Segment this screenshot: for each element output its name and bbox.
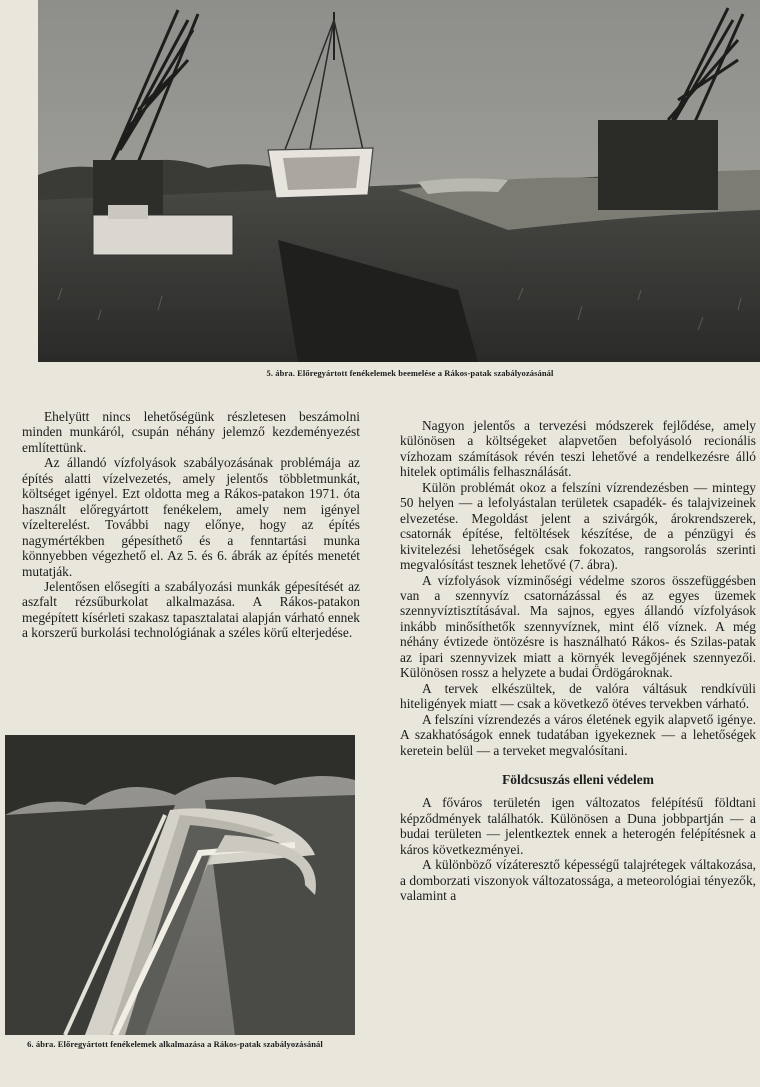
figure-5-caption: 5. ábra. Előregyártott fenékelemek beemelése a Rákos-patak szabályozásánál bbox=[266, 368, 554, 378]
paragraph: A felszíni vízrendezés a város életének egyik alapvető igénye. A szakhatóságok ennek tudatában igyekeznek — a lehetőségek keretein belül — a terveket megvalósítani. bbox=[400, 711, 756, 758]
paragraph: Nagyon jelentős a tervezési módszerek fejlődése, amely különösen a költségeket alapvetően befolyásoló recionális vízhozam számítások révén teszi lehetővé a rendelkezésre álló hitelek optimális felhasználását. bbox=[400, 418, 756, 480]
paragraph: A különböző vízáteresztő képességű talajrétegek váltakozása, a domborzati viszonyok változatossága, a meteorológiai tényezők, valamint a bbox=[400, 857, 756, 904]
paragraph: Külön problémát okoz a felszíni vízrendezésben — mintegy 50 helyen — a lefolyástalan területek csapadék- és talajvizeinek elvezetése. Megoldást jelent a szivárgók, árokrendszerek, csatornák építése, feltöltések készítése, de a pénzügyi és kivitelezési lehetőségek csak fokozatos, rangsorolás szerinti megvalósítást tesznek lehetővé (7. ábra). bbox=[400, 479, 756, 573]
paragraph: A vízfolyások vízminőségi védelme szoros összefüggésben van a szennyvíz csatornázással és az egyes üzemek szennyvíztisztításával. Ma sajnos, egyes állandó vízfolyások inkább minősíthetők szennyvíznek, mint élő víznek. A még néhány évtizede öntözésre is használható Rákos- és Szilas-patak az ipari szennyvizek miatt a környék levegőjének szennyezői. Különösen rossz a helyzete a budai Ördögároknak. bbox=[400, 572, 756, 681]
paragraph: Ehelyütt nincs lehetőségünk részletesen beszámolni minden munkáról, csupán néhány jelemző kezdeményezést említettünk. bbox=[22, 409, 360, 455]
figure-5-photo bbox=[38, 0, 760, 362]
figure-6-caption: 6. ábra. Előregyártott fenékelemek alkalmazása a Rákos-patak szabályozásánál bbox=[27, 1039, 323, 1049]
paragraph: A tervek elkészültek, de valóra váltásuk rendkívüli hiteligények miatt — csak a következő ötéves tervekben várható. bbox=[400, 680, 756, 712]
section-heading: Földcsuszás elleni védelem bbox=[502, 771, 654, 787]
left-column bbox=[22, 409, 360, 641]
paragraph: A főváros területén igen változatos felépítésű földtani képződmények találhatók. Különösen a Duna jobbpartján — a budai területen — jelentkeztek ennek a heterogén felépítésnek a káros következményei. bbox=[400, 795, 756, 857]
paragraph: Az állandó vízfolyások szabályozásának problémája az építés alatti vízelvezetés, amely jelentős többletmunkát, költséget igényel. Ezt oldotta meg a Rákos-patakon 1971. óta használt előregyártott fenékelem, amely nem igényel vízelterelést. További nagy előnye, hogy az építés nagymértékben gépesíthető és a fenntartási munka könnyebben végezhető el. Az 5. és 6. ábrák az építés menetét mutatják. bbox=[22, 455, 360, 579]
figure-6-photo bbox=[5, 735, 355, 1035]
right-column bbox=[400, 418, 756, 904]
crane-photo-icon bbox=[38, 0, 760, 362]
channel-photo-icon bbox=[5, 735, 355, 1035]
paragraph: Jelentősen elősegíti a szabályozási munkák gépesítését az aszfalt rézsűburkolat alkalmazása. A Rákos-patakon megépített kísérleti szakasz tapasztalatai alapján várható ennek a korszerű burkolási technológiának a széles körű elterjedése. bbox=[22, 578, 360, 641]
